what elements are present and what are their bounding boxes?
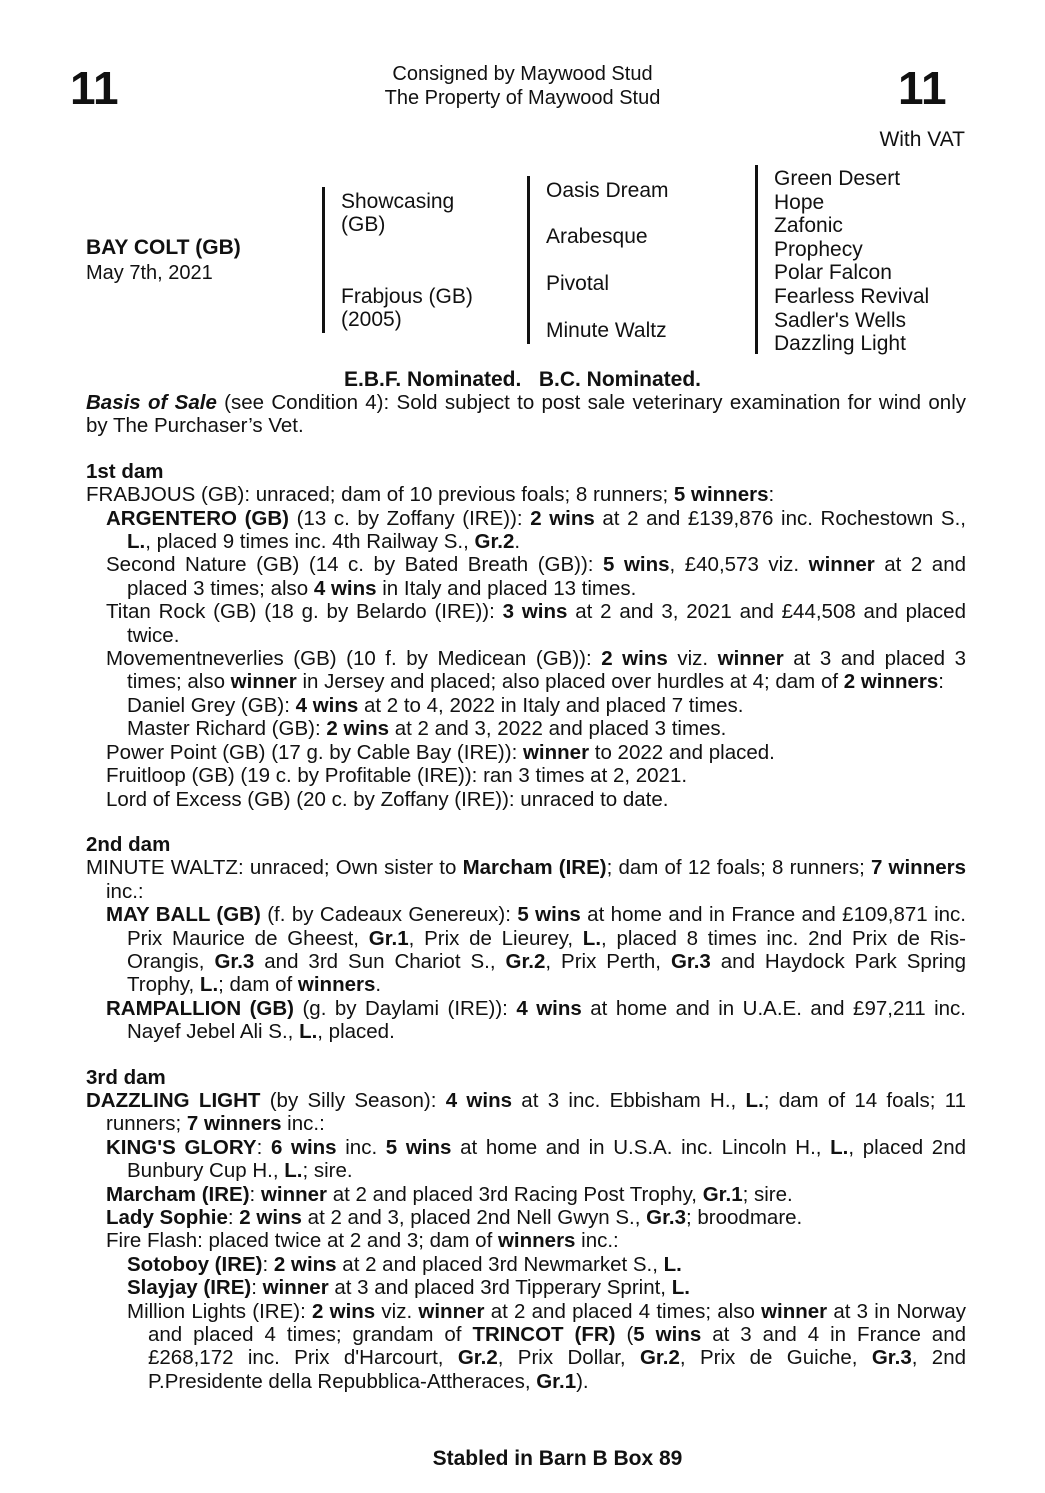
produce-entry: Sotoboy (IRE): 2 wins at 2 and placed 3rd Newmarket S., L. [127,1252,682,1276]
lot-number-left: 11 [70,62,119,114]
produce-entry: Lord of Excess (GB) (20 c. by Zoffany (IRE)): unraced to date. [106,787,669,811]
property-line: The Property of Maywood Stud [384,87,661,109]
produce-entry: Lady Sophie: 2 wins at 2 and 3, placed 2nd Nell Gwyn S., Gr.3; broodmare. [106,1206,803,1229]
dam-entry: MINUTE WALTZ: unraced; Own sister to Marcham (IRE); dam of 12 foals; 8 runners; 7 winners inc.: [86,856,967,903]
sire-name: Showcasing [341,190,455,213]
produce-entry: Titan Rock (GB) (18 g. by Belardo (IRE)): 3 wins at 2 and 3, 2021 and £44,508 and placed twice. [106,600,966,647]
pedigree-divider [755,165,758,354]
consignor-block [0,62,1045,114]
pedigree-gen3-name: Zafonic [774,214,843,238]
basis-text: (see Condition 4): Sold subject to post sale veterinary examination for wind only by The Purchaser’s Vet. [86,391,966,438]
consignor-line: Consigned by Maywood Stud [392,63,653,85]
produce-entry: RAMPALLION (GB) (g. by Daylami (IRE)): 4 wins at home and in U.A.E. and £97,211 inc. Nayef Jebel Ali S., L., placed. [106,996,966,1044]
pedigree-gen3-name: Green Desert [774,167,901,190]
basis-of-sale [86,391,966,438]
pedigree-gen3-name: Sadler's Wells [774,308,906,332]
pedigree-gen2-3: Minute Waltz [546,319,667,342]
pedigree-gen3-name: Polar Falcon [774,261,892,285]
produce-entry: Marcham (IRE): winner at 2 and placed 3rd Racing Post Trophy, Gr.1; sire. [106,1182,793,1206]
dam-entry: DAZZLING LIGHT (by Silly Season): 4 wins at 3 inc. Ebbisham H., L.; dam of 14 foals; 11 runners; 7 winners inc.: [86,1088,967,1136]
section-heading: 1st dam [86,459,164,483]
produce-entry: MAY BALL (GB) (f. by Cadeaux Genereux): 5 wins at home and in France and £109,871 inc. Prix Maurice de Gheest, Gr.1, Prix de Lieurey, L., placed 8 times inc. 2nd Prix de Ris-Orangis, Gr.3 and 3rd Sun Chariot S., Gr.2, Prix Perth, Gr.3 and Haydock Park Spring Trophy, L.; dam of winners. [106,903,967,997]
pedigree-gen2-1: Arabesque [546,225,648,248]
produce-entry: Million Lights (IRE): 2 wins viz. winner at 2 and placed 4 times; also winner at 3 in Norway and placed 4 times; grandam of TRINCOT (FR) (5 wins at 3 and 4 in France and £268,172 inc. Prix d'Harcourt, Gr.2, Prix Dollar, Gr.2, Prix de Guiche, Gr.3, 2nd P.Presidente della Repubblica-Attheraces, Gr.1). [127,1299,967,1393]
section-heading: 3rd dam [86,1065,166,1089]
produce-entry: Power Point (GB) (17 g. by Cable Bay (IRE)): winner to 2022 and placed. [106,740,775,764]
pedigree-gen2-2: Pivotal [546,272,610,295]
pedigree-gen3-name: Prophecy [774,237,863,261]
basis-label: Basis of Sale [86,391,217,414]
pedigree-divider [322,187,325,333]
produce-entry: Movementneverlies (GB) (10 f. by Medicean (GB)): 2 wins viz. winner at 3 and placed 3 times; also winner in Jersey and placed; also placed over hurdles at 4; dam of 2 winners: [106,647,966,694]
produce-entry: KING'S GLORY: 6 wins inc. 5 wins at home and in U.S.A. inc. Lincoln H., L., placed 2nd Bunbury Cup H., L.; sire. [106,1135,966,1183]
sire-country: (GB) [341,213,386,236]
produce-entry: Master Richard (GB): 2 wins at 2 and 3, 2022 and placed 3 times. [127,717,727,741]
produce-entry: Fruitloop (GB) (19 c. by Profitable (IRE)): ran 3 times at 2, 2021. [106,764,688,788]
pedigree-sire [341,190,454,236]
pedigree-gen2-0: Oasis Dream [546,179,669,202]
produce-entry: Fire Flash: placed twice at 2 and 3; dam of winners inc.: [106,1229,619,1253]
pedigree-gen3-name: Fearless Revival [774,284,930,308]
dam-year: (2005) [341,308,402,331]
pedigree-gen3-name: Hope [774,190,825,214]
vat-note: With VAT [879,128,965,151]
stabling-note: Stabled in Barn B Box 89 [432,1447,683,1470]
dam-name: Frabjous (GB) [341,285,473,308]
pedigree-dam [341,285,473,331]
pedigree-divider [527,176,530,344]
horse-sex: BAY COLT (GB) [86,236,241,259]
catalogue-body [86,391,966,1393]
produce-entry: Second Nature (GB) (14 c. by Bated Breath (GB)): 5 wins, £40,573 viz. winner at 2 and placed 3 times; also 4 wins in Italy and placed 13 times. [106,553,967,600]
produce-entry: ARGENTERO (GB) (13 c. by Zoffany (IRE)): 2 wins at 2 and £139,876 inc. Rochestown S., L., placed 9 times inc. 4th Railway S., Gr.2. [106,506,966,554]
nominations: E.B.F. Nominated. B.C. Nominated. [343,368,702,391]
section-heading: 2nd dam [86,832,171,856]
horse-dob: May 7th, 2021 [86,262,213,284]
lot-number-right: 11 [898,62,947,114]
produce-entry: Daniel Grey (GB): 4 wins at 2 to 4, 2022 in Italy and placed 7 times. [127,693,744,717]
pedigree-gen3-name: Dazzling Light [774,332,906,356]
produce-entry: Slayjay (IRE): winner at 3 and placed 3rd Tipperary Sprint, L. [127,1276,690,1300]
pedigree-gen3 [774,167,929,356]
dam-entry: FRABJOUS (GB): unraced; dam of 10 previous foals; 8 runners; 5 winners: [86,483,775,507]
